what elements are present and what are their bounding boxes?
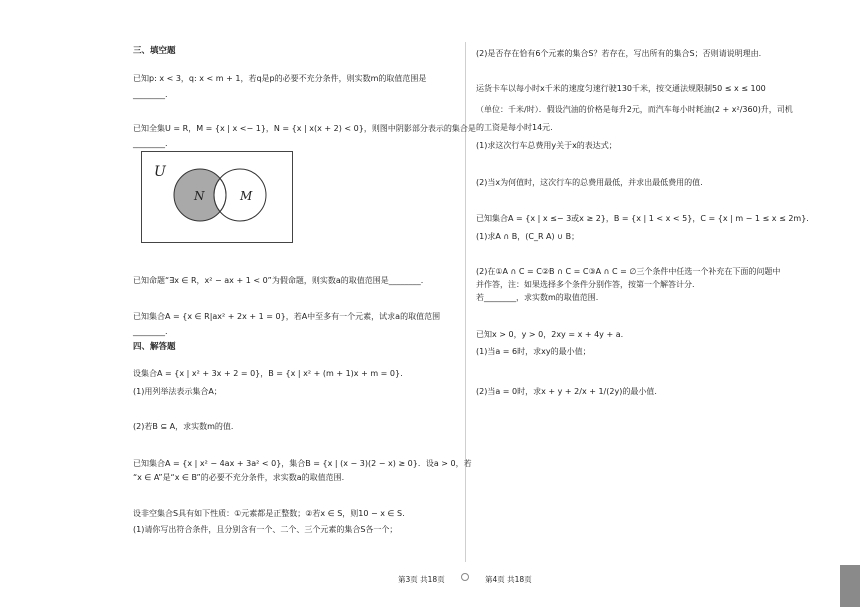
page-gap-marker [461,573,469,581]
question-part: (2)若B ⊆ A，求实数m的值. [133,422,234,431]
question-text: 设非空集合S具有如下性质：①元素都是正整数；②若x ∈ S，则10 − x ∈ S. [133,509,405,518]
answer-blank: ________. [133,139,168,148]
question-text: 已知集合A = {x ∈ R|ax² + 2x + 1 = 0}，若A中至多有一个元素，试求a的取值范围 [133,312,441,321]
question-text: 已知集合A = {x | x² − 4ax + 3a² < 0}，集合B = {x | (x − 3)(2 − x) ≥ 0}．设a > 0，若 [133,459,472,468]
venn-diagram [141,151,293,243]
question-text: 已知p: x < 3，q: x < m + 1，若q是p的必要不充分条件，则实数m的取值范围是 [133,74,427,83]
question-text: （单位：千米/时）．假设汽油的价格是每升2元，而汽车每小时耗油(2 + x²/360)升，司机 [476,105,793,114]
question-part: (1)请你写出符合条件，且分别含有一个、二个、三个元素的集合S各一个； [133,525,398,534]
question-text: 的工资是每小时14元. [476,123,553,132]
scrollbar-thumb[interactable] [840,565,860,607]
answer-blank: 若________，求实数m的取值范围. [476,293,599,302]
section-solve-heading: 四、解答题 [133,342,176,352]
venn-label-u: U [154,164,166,180]
question-text: 已知命题“∃x ∈ R，x² − ax + 1 < 0”为假命题，则实数a的取值范围是________. [133,276,424,285]
question-text: 已知全集U = R，M = {x | x <− 1}，N = {x | x(x + 2) < 0}，则图中阴影部分表示的集合是 [133,124,476,133]
question-part: (2)在①A ∩ C = C②B ∩ C = C③A ∩ C = ∅三个条件中任选一个补充在下面的问题中 [476,267,781,276]
section-fill-in-heading: 三、填空题 [133,46,176,56]
venn-label-n: N [194,189,205,203]
question-part: (2)是否存在恰有6个元素的集合S？若存在，写出所有的集合S；否则请说明理由. [476,49,762,58]
page-divider [465,42,466,562]
question-text: 运货卡车以每小时x千米的速度匀速行驶130千米，按交通法规限制50 ≤ x ≤ 100 [476,84,766,93]
question-part: (2)当a = 0时，求x + y + 2/x + 1/(2y)的最小值. [476,387,657,396]
question-part: (1)用列举法表示集合A； [133,387,222,396]
question-text: 并作答，注：如果选择多个条件分别作答，按第一个解答计分. [476,280,695,289]
question-part: (1)求A ∩ B，(C_R A) ∪ B； [476,232,580,241]
question-text: 设集合A = {x | x² + 3x + 2 = 0}，B = {x | x² + (m + 1)x + m = 0}. [133,369,403,378]
question-part: (2)当x为何值时，这次行车的总费用最低，并求出最低费用的值. [476,178,703,187]
question-text: “x ∈ A”是“x ∈ B”的必要不充分条件，求实数a的取值范围. [133,473,345,482]
question-text: 已知集合A = {x | x ≤− 3或x ≥ 2}，B = {x | 1 < x < 5}，C = {x | m − 1 ≤ x ≤ 2m}. [476,214,809,223]
venn-figure [142,152,292,242]
answer-blank: ________. [133,327,168,336]
question-text: 已知x > 0，y > 0，2xy = x + 4y + a. [476,330,624,339]
question-part: (1)当a = 6时，求xy的最小值； [476,347,591,356]
left-page-number: 第3页 共18页 [398,575,445,584]
question-part: (1)求这次行车总费用y关于x的表达式； [476,141,617,150]
right-page-number: 第4页 共18页 [485,575,532,584]
venn-label-m: M [240,189,253,203]
answer-blank: ________. [133,90,168,99]
